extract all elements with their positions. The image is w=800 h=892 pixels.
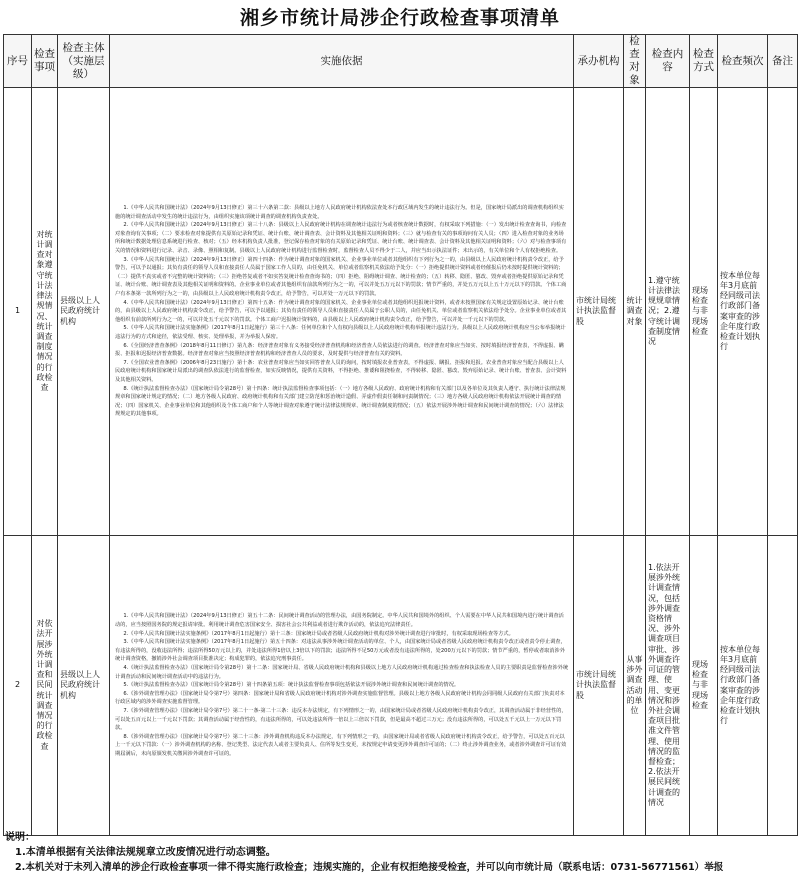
table-row (4, 536, 798, 836)
header-method: 检查方式 (690, 35, 718, 88)
notes-line-1: 1.本清单根据有关法律法规规章立改废情况进行动态调整。 (15, 847, 276, 858)
basis-paragraph: 6.《涉外调查管理办法》（国家统计局令第7号）第四条：国家统计局和省级人民政府统计机构对涉外调查实施监督管理。县级以上地方各级人民政府统计机构会同同级人民政府有关部门负责对本行政区域内的涉外调查实施监督管理。 (115, 690, 565, 706)
cell-basis (110, 88, 574, 536)
basis-paragraph: 2.《中华人民共和国统计法》（2024年9月13日修正）第三十八条：县级以上人民政府统计机构在调查统计违法行为或者核查统计数据时，有权采取下列措施：（一）发出统计检查查询书，向检查对象查询有关事项；（二）要求检查对象提供有关原始记录和凭证、统计台账、统计调查表、会计资料及其他相关证明和资料；（三）就与检查有关的事项询问有关人员；（四）进入检查对象的业务场所和统计数据处理信息系统进行检查、核对；（五）经本机构负责人批准，登记保存检查对象的有关原始记录和凭证、统计台账、统计调查表、会计资料及其他相关证明和资料；（六）对与检查事项有关的情况和资料进行记录、录音、录像、照相和复制。县级以上人民政府统计机构进行监督检查时，监督检查人员不得少于二人，并应当出示执法证件；未出示的，有关单位和个人有权拒绝检查。 (115, 222, 567, 255)
header-remark: 备注 (768, 35, 798, 88)
basis-paragraph: 2.《中华人民共和国统计法实施条例》（2017年8月1日起施行）第十三条：国家统计局或者省级人民政府统计机构对涉外统计调查进行审批时，有权采取现场检查等方式。 (123, 630, 514, 637)
inspection-table (3, 34, 798, 836)
cell-remark (768, 88, 798, 536)
cell-content: 1.遵守统计法律法规规章情况；2.遵守统计调查制度情况 (646, 88, 690, 536)
cell-org: 市统计局统计执法监督股 (574, 536, 624, 836)
basis-paragraph: 5.《中华人民共和国统计法实施条例》（2017年8月1日起施行）第三十八条：任何单位和个人有权向县级以上人民政府统计机构举报统计违法行为。县级以上人民政府统计机构应当公布举报统计违法行为的方式和途径，依法受理、核实、处理举报，并为举报人保密。 (115, 325, 566, 340)
cell-seq: 2 (4, 536, 32, 836)
basis-paragraph: 6.《全国经济普查条例》（2018年8月11日修订）第九条：经济普查对象有义务接受经济普查机构和经济普查人员依法进行的调查。经济普查对象应当如实、按时填报经济普查表，不得虚报、瞒报、拒报和迟报经济普查数据。经济普查对象应当按照经济普查机构和经济普查人员的要求，及时提供与经济普查有关的资料。 (115, 342, 564, 358)
cell-seq: 1 (4, 88, 32, 536)
basis-paragraph: 1.《中华人民共和国统计法》（2024年9月13日修正）第三十六条第二款：县级以上地方人民政府统计机构依法查处本行政区域内发生的统计违法行为。但是，国家统计局派出的调查机构组织实施的统计调查活动中发生的统计违法行为，由组织实施该项统计调查的调查机构负责查处。 (115, 205, 564, 220)
notes (5, 830, 795, 875)
notes-label: 说明： (5, 832, 35, 843)
basis-paragraph: 4.《中华人民共和国统计法》（2024年9月13日修正）第四十五条：作为统计调查对象的国家机关、企业事业单位或者其他组织迟报统计资料，或者未按照国家有关规定设置原始记录、统计台账的，由县级以上人民政府统计机构责令改正，给予警告，可以予以通报；其负有责任的领导人员和直接责任人员属于公职人员的，由任免机关、单位或者监察机关依法给予处分。企业事业单位或者其他组织有前款所列行为之一的，可以并处五千元以下的罚款。个体工商户迟报统计资料的，由县级以上人民政府统计机构责令改正，给予警告，可以并处一千元以下的罚款。 (115, 299, 567, 323)
header-org: 承办机构 (574, 35, 624, 88)
basis-paragraph: 7.《全国农业普查条例》（2006年8月23日施行）第十条：农业普查对象应当如实回答普查人员的询问，按时填报农业普查表，不得虚报、瞒报、拒报和迟报。农业普查对象应当配合县级以上人民政府统计机构和国家统计局派出的调查队依法进行的监督检查，如实反映情况，提供有关资料，不得拒绝、推诿和阻挠检查，不得转移、隐匿、篡改、毁弃原始记录、统计台账、普查表、会计资料及其他相关资料。 (115, 359, 567, 383)
cell-basis (110, 536, 574, 836)
cell-target: 统计调查对象 (624, 88, 646, 536)
header-target: 检查对象 (624, 35, 646, 88)
basis-paragraph: 8.《涉外调查管理办法》（国家统计局令第7号）第二十三条：涉外调查机构违反本办法规定，有下列情形之一的，由国家统计局或者省级人民政府统计机构责令改正，给予警告，可以处五百元以上一千元以下罚款：（一）涉外调查机构的名称、登记类型、法定代表人或者主要负责人、住所等发生变更，未按规定申请变更涉外调查许可证的；（二）终止涉外调查业务，或者涉外调查许可证有效期届满后，未向原颁发机关缴回涉外调查许可证的。 (115, 733, 567, 757)
header-subject: 检查主体（实施层级） (58, 35, 110, 88)
cell-method: 现场检查与非现场检查 (690, 88, 718, 536)
basis-paragraph: 4.《统计执法监督检查办法》（国家统计局令第28号）第十二条：国家统计局、省级人民政府统计机构和县级以上地方人民政府统计机构通过检查检查和执法检查人员的主要职责是监督检查涉外统计调查活动和民间统计调查活动中的违法行为。 (115, 665, 569, 680)
basis-paragraph: 1.《中华人民共和国统计法》（2024年9月13日修正）第五十二条：民间统计调查活动的管理办法，由国务院制定。中华人民共和国境外的组织、个人需要在中华人民共和国境内进行统计调查活动的，应当按照国务院的规定报请审批。利用统计调查危害国家安全、损害社会公共利益或者进行欺诈活动的，依法追究法律责任。 (115, 613, 564, 629)
header-row (4, 35, 798, 88)
basis-paragraph: 3.《中华人民共和国统计法实施条例》（2017年8月1日起施行）第五十四条：对违法从事涉外统计调查活动的单位、个人，由国家统计局或者省级人民政府统计机构责令改正或者责令停止调查，有违法所得的，没收违法所得；违法所得50万元以上的，并处违法所得1倍以上3倍以下的罚款；违法所得不足50万元或者没有违法所得的，处200万元以下的罚款；情节严重的，暂停或者取消涉外统计调查资格，撤销涉外社会调查项目批准决定；构成犯罪的，依法追究刑事责任。 (115, 639, 566, 663)
cell-freq: 按本单位每年3月底前经同级司法行政部门备案审查的涉企年度行政检查计划执行 (718, 536, 768, 836)
header-seq: 序号 (4, 35, 32, 88)
cell-freq: 按本单位每年3月底前经同级司法行政部门备案审查的涉企年度行政检查计划执行 (718, 88, 768, 536)
header-freq: 检查频次 (718, 35, 768, 88)
cell-remark (768, 536, 798, 836)
cell-item: 对统计调查对象遵守统计法律法规情况、统计调查制度情况的行政检查 (32, 88, 58, 536)
header-basis: 实施依据 (110, 35, 574, 88)
cell-subject: 县级以上人民政府统计机构 (58, 88, 110, 536)
basis-paragraph: 5.《统计执法监督检查办法》（国家统计局令第28号）第十四条第五项：统计执法监督检查事项包括依法开展涉外统计调查和民间统计调查的情况。 (123, 682, 460, 689)
cell-item: 对依法开展涉外统计调查和民间统计调查情况的行政检查 (32, 536, 58, 836)
basis-paragraph: 3.《中华人民共和国统计法》（2024年9月13日修正）第四十四条：作为统计调查对象的国家机关、企业事业单位或者其他组织有下列行为之一的，由县级以上人民政府统计机构责令改正，给予警告，可以予以通报；其负有责任的领导人员和直接责任人员属于国家工作人员的，由任免机关、单位或者监察机关依法给予处分：（一）拒绝提供统计资料或者经催报后仍未按时提供统计资料的；（二）提供不真实或者不完整的统计资料的；（三）拒绝答复或者不如实答复统计检查查询书的；（四）拒绝、阻碍统计调查、统计检查的；（五）转移、隐匿、篡改、毁弃或者拒绝提供原始记录和凭证、统计台账、统计调查表及其他相关证明和资料的。企业事业单位或者其他组织有前款所列行为之一的，可以并处五万元以下的罚款；情节严重的，并处五万元以上五十万元以下的罚款。个体工商户有本条第一款所列行为之一的，由县级以上人民政府统计机构责令改正，给予警告，可以并处一万元以下的罚款。 (115, 256, 567, 298)
cell-content: 1.依法开展涉外统计调查情况，包括涉外调查资格情况、涉外调查项目审批、涉外调查许可证的管理、使用、变更情况和涉外社会调查项目批准文件管理、使用情况的监督检查；2.依法开展民间统计调查的情况 (646, 536, 690, 836)
header-content: 检查内容 (646, 35, 690, 88)
notes-line-2: 2.本机关对于未列入清单的涉企行政检查事项一律不得实施行政检查；违规实施的，企业有权拒绝接受检查，并可以向市统计局（联系电话：0731-56771561）举报 (15, 862, 724, 873)
cell-org: 市统计局统计执法监督股 (574, 88, 624, 536)
cell-method: 现场检查与非现场检查 (690, 536, 718, 836)
basis-paragraph: 8.《统计执法监督检查办法》（国家统计局令第28号）第十四条：统计执法监督检查事项包括：（一）地方各级人民政府、政府统计机构和有关部门以及各单位及其负责人遵守、执行统计法律法规规章和国家统计规定的情况；（二）地方各级人民政府、政府统计机构和有关部门建立防范和惩治统计造假、弄虚作假责任制和问责制情况；（三）地方各级人民政府统计机构依法开展统计调查的情况；（四）国家机关、企业事业单位和其他组织及个体工商户和个人等统计调查对象遵守统计法律法规规章、统计调查制度的情况；（五）依法开展涉外统计调查和民间统计调查的情况；（六）法律法规规定的其他事项。 (115, 385, 566, 418)
header-item: 检查事项 (32, 35, 58, 88)
cell-subject: 县级以上人民政府统计机构 (58, 536, 110, 836)
cell-target: 从事涉外调查活动的单位 (624, 536, 646, 836)
table-row (4, 88, 798, 536)
page-title: 湘乡市统计局涉企行政检查事项清单 (239, 7, 560, 29)
basis-paragraph: 7.《涉外调查管理办法》（国家统计局令第7号）第二十一条-第二十三条：违反本办法规定，有下列情形之一的，由国家统计局或者省级人民政府统计机构责令改正，其调查活动属于非经营性的，可以处五百元以上一千元以下罚款；其调查活动属于经营性的，有违法所得的，可以处违法所得一倍以上三倍以下罚款，但是最高不超过三万元；没有违法所得的，可以处五千元以上一万元以下罚款。 (115, 707, 567, 732)
